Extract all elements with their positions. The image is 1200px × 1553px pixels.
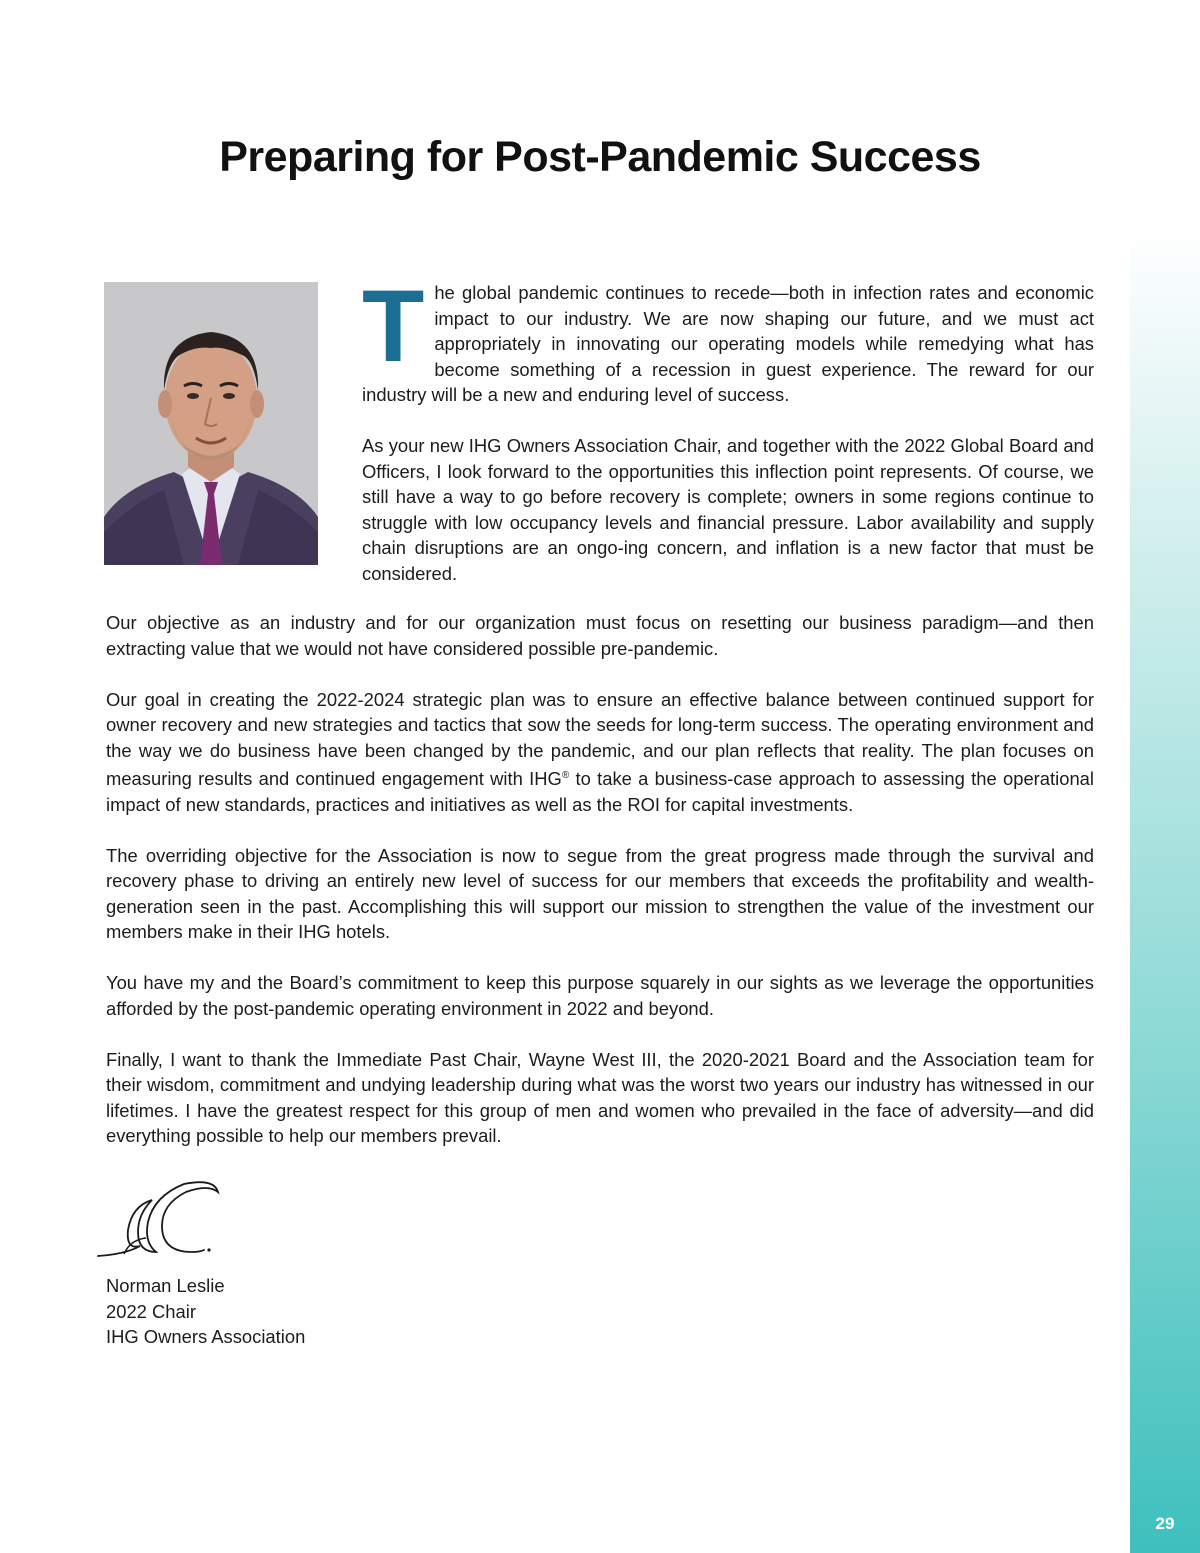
- paragraph-4: [106, 687, 1094, 818]
- paragraph-3: Our objective as an industry and for our organization must focus on resetting our business paradigm—and then extracting value that we would not have considered possible pre-pandemic.: [106, 612, 1094, 659]
- paragraph-7: Finally, I want to thank the Immediate Past Chair, Wayne West III, the 2020-2021 Board and the Association team for their wisdom, commitment and undying leadership during what was the worst two years our industry has witnessed in our lifetimes. I have the greatest respect for this group of men and women who prevailed in the face of adversity—and did everything possible to help our members prevail.: [106, 1048, 1094, 1147]
- main-section: [106, 610, 1094, 1174]
- portrait-photo: [104, 282, 318, 565]
- page-number: 29: [1155, 1514, 1175, 1533]
- portrait-illustration: [104, 282, 318, 565]
- intro-section: [362, 269, 1094, 612]
- intro-paragraph-2: As your new IHG Owners Association Chair, and together with the 2022 Global Board and Officers, I look forward to the opportunities this inflection point represents. Of course, we still have a way to go before recovery is complete; owners in some regions continue to struggle with low occupancy levels and financial pressure. Labor availability and supply chain disruptions are an ongo-ing concern, and inflation is a new factor that must be considered.: [362, 435, 1094, 584]
- paragraph-5: The overriding objective for the Association is now to segue from the great progress made through the survival and recovery phase to driving an entirely new level of success for our members that exceeds the profitability and wealth-generation seen in the past. Accomplishing this will support our mission to strengthen the value of the investment our members make in their IHG hotels.: [106, 844, 1094, 943]
- paragraph-4-text-b: to take a business-case approach to assessing the operational impact of new standards, practices and initiatives as well as the ROI for capital investments.: [106, 768, 1094, 815]
- paragraph-4-text-a: Our goal in creating the 2022-2024 strategic plan was to ensure an effective balance between continued support for owner recovery and new strategies and tactics that sow the seeds for long-term success. The operating environment and the way we do business have been changed by the pandemic, and our plan reflects that reality. The plan focuses on measuring results and continued engagement with IHG: [106, 688, 1094, 790]
- intro-paragraph-1-text: he global pandemic continues to recede—both in infection rates and economic impact to our industry. We are now shaping our future, and we must act appropriately in innovating our operating models while remedying what has become something of a recession in guest experience. The reward for our industry will be a new and enduring level of success.: [362, 282, 1094, 405]
- signer-title: 2022 Chair: [106, 1300, 196, 1322]
- signature-block: [106, 1273, 305, 1350]
- signature-icon: [96, 1180, 226, 1264]
- page-title: Preparing for Post-Pandemic Success: [219, 133, 981, 181]
- paragraph-6: You have my and the Board’s commitment to keep this purpose squarely in our sights as we leverage the opportunities afforded by the post-pandemic operating environment in 2022 and beyond.: [106, 972, 1094, 1019]
- signer-organization: IHG Owners Association: [106, 1326, 306, 1347]
- decorative-side-bar: [1130, 230, 1200, 1553]
- drop-cap: T: [362, 269, 425, 383]
- registered-mark: ®: [561, 770, 570, 781]
- signer-name: Norman Leslie: [106, 1275, 225, 1296]
- intro-paragraph-1: [362, 269, 1094, 408]
